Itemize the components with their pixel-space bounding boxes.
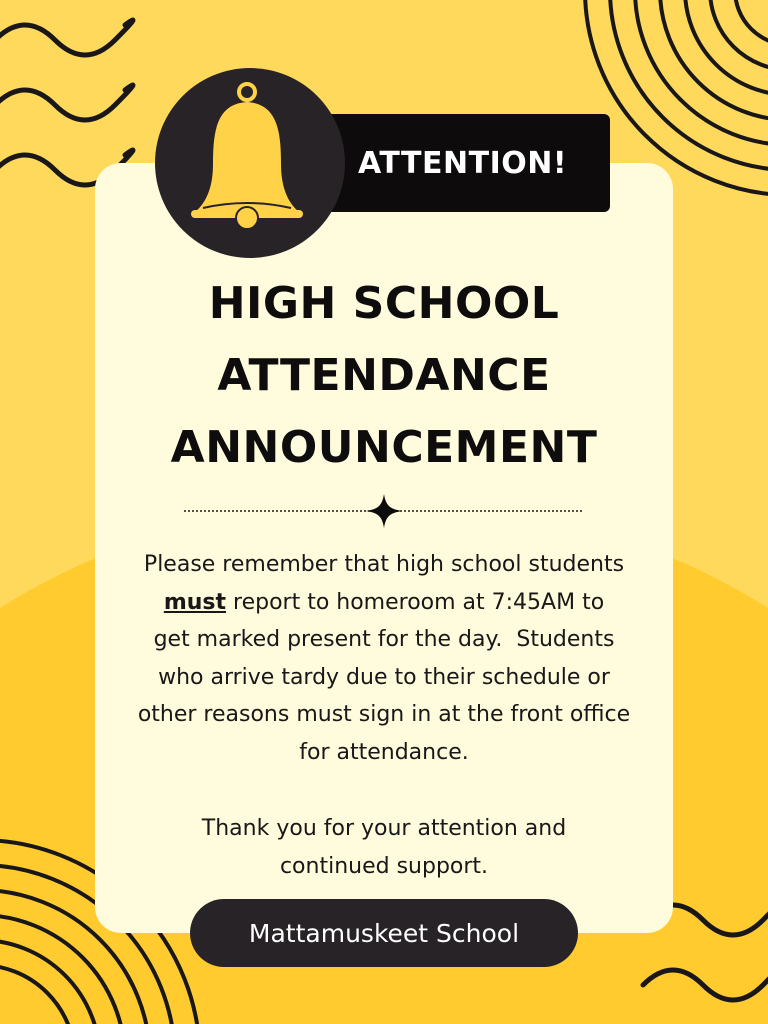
school-name: Mattamuskeet School <box>248 918 520 948</box>
attention-banner <box>300 114 610 212</box>
wave-lines-top-left <box>0 20 133 185</box>
body-line: Please remember that high school students <box>143 552 625 577</box>
body-line: get marked present for the day. Students <box>153 627 615 652</box>
headline-line: HIGH SCHOOL <box>208 278 560 329</box>
announcement-body <box>112 546 656 771</box>
body-line <box>112 584 656 622</box>
attention-label: ATTENTION! <box>358 145 568 181</box>
body-line-rest: report to homeroom at 7:45AM to <box>226 589 605 615</box>
headline-line: ANNOUNCEMENT <box>170 422 598 473</box>
thank-you-note <box>112 810 656 886</box>
sparkle-icon <box>366 494 402 528</box>
body-line: for attendance. <box>299 739 469 765</box>
thanks-line: continued support. <box>279 854 489 879</box>
thanks-line: Thank you for your attention and <box>201 816 567 841</box>
bell-icon <box>155 68 345 258</box>
headline <box>95 268 673 484</box>
dotted-divider <box>180 490 588 532</box>
emphasis-must: must <box>163 589 227 615</box>
body-line: other reasons must sign in at the front office <box>137 702 631 727</box>
school-name-pill <box>190 899 578 967</box>
headline-line: ATTENDANCE <box>217 350 551 401</box>
bell-badge <box>155 68 345 258</box>
body-line: who arrive tardy due to their schedule or <box>158 664 610 690</box>
